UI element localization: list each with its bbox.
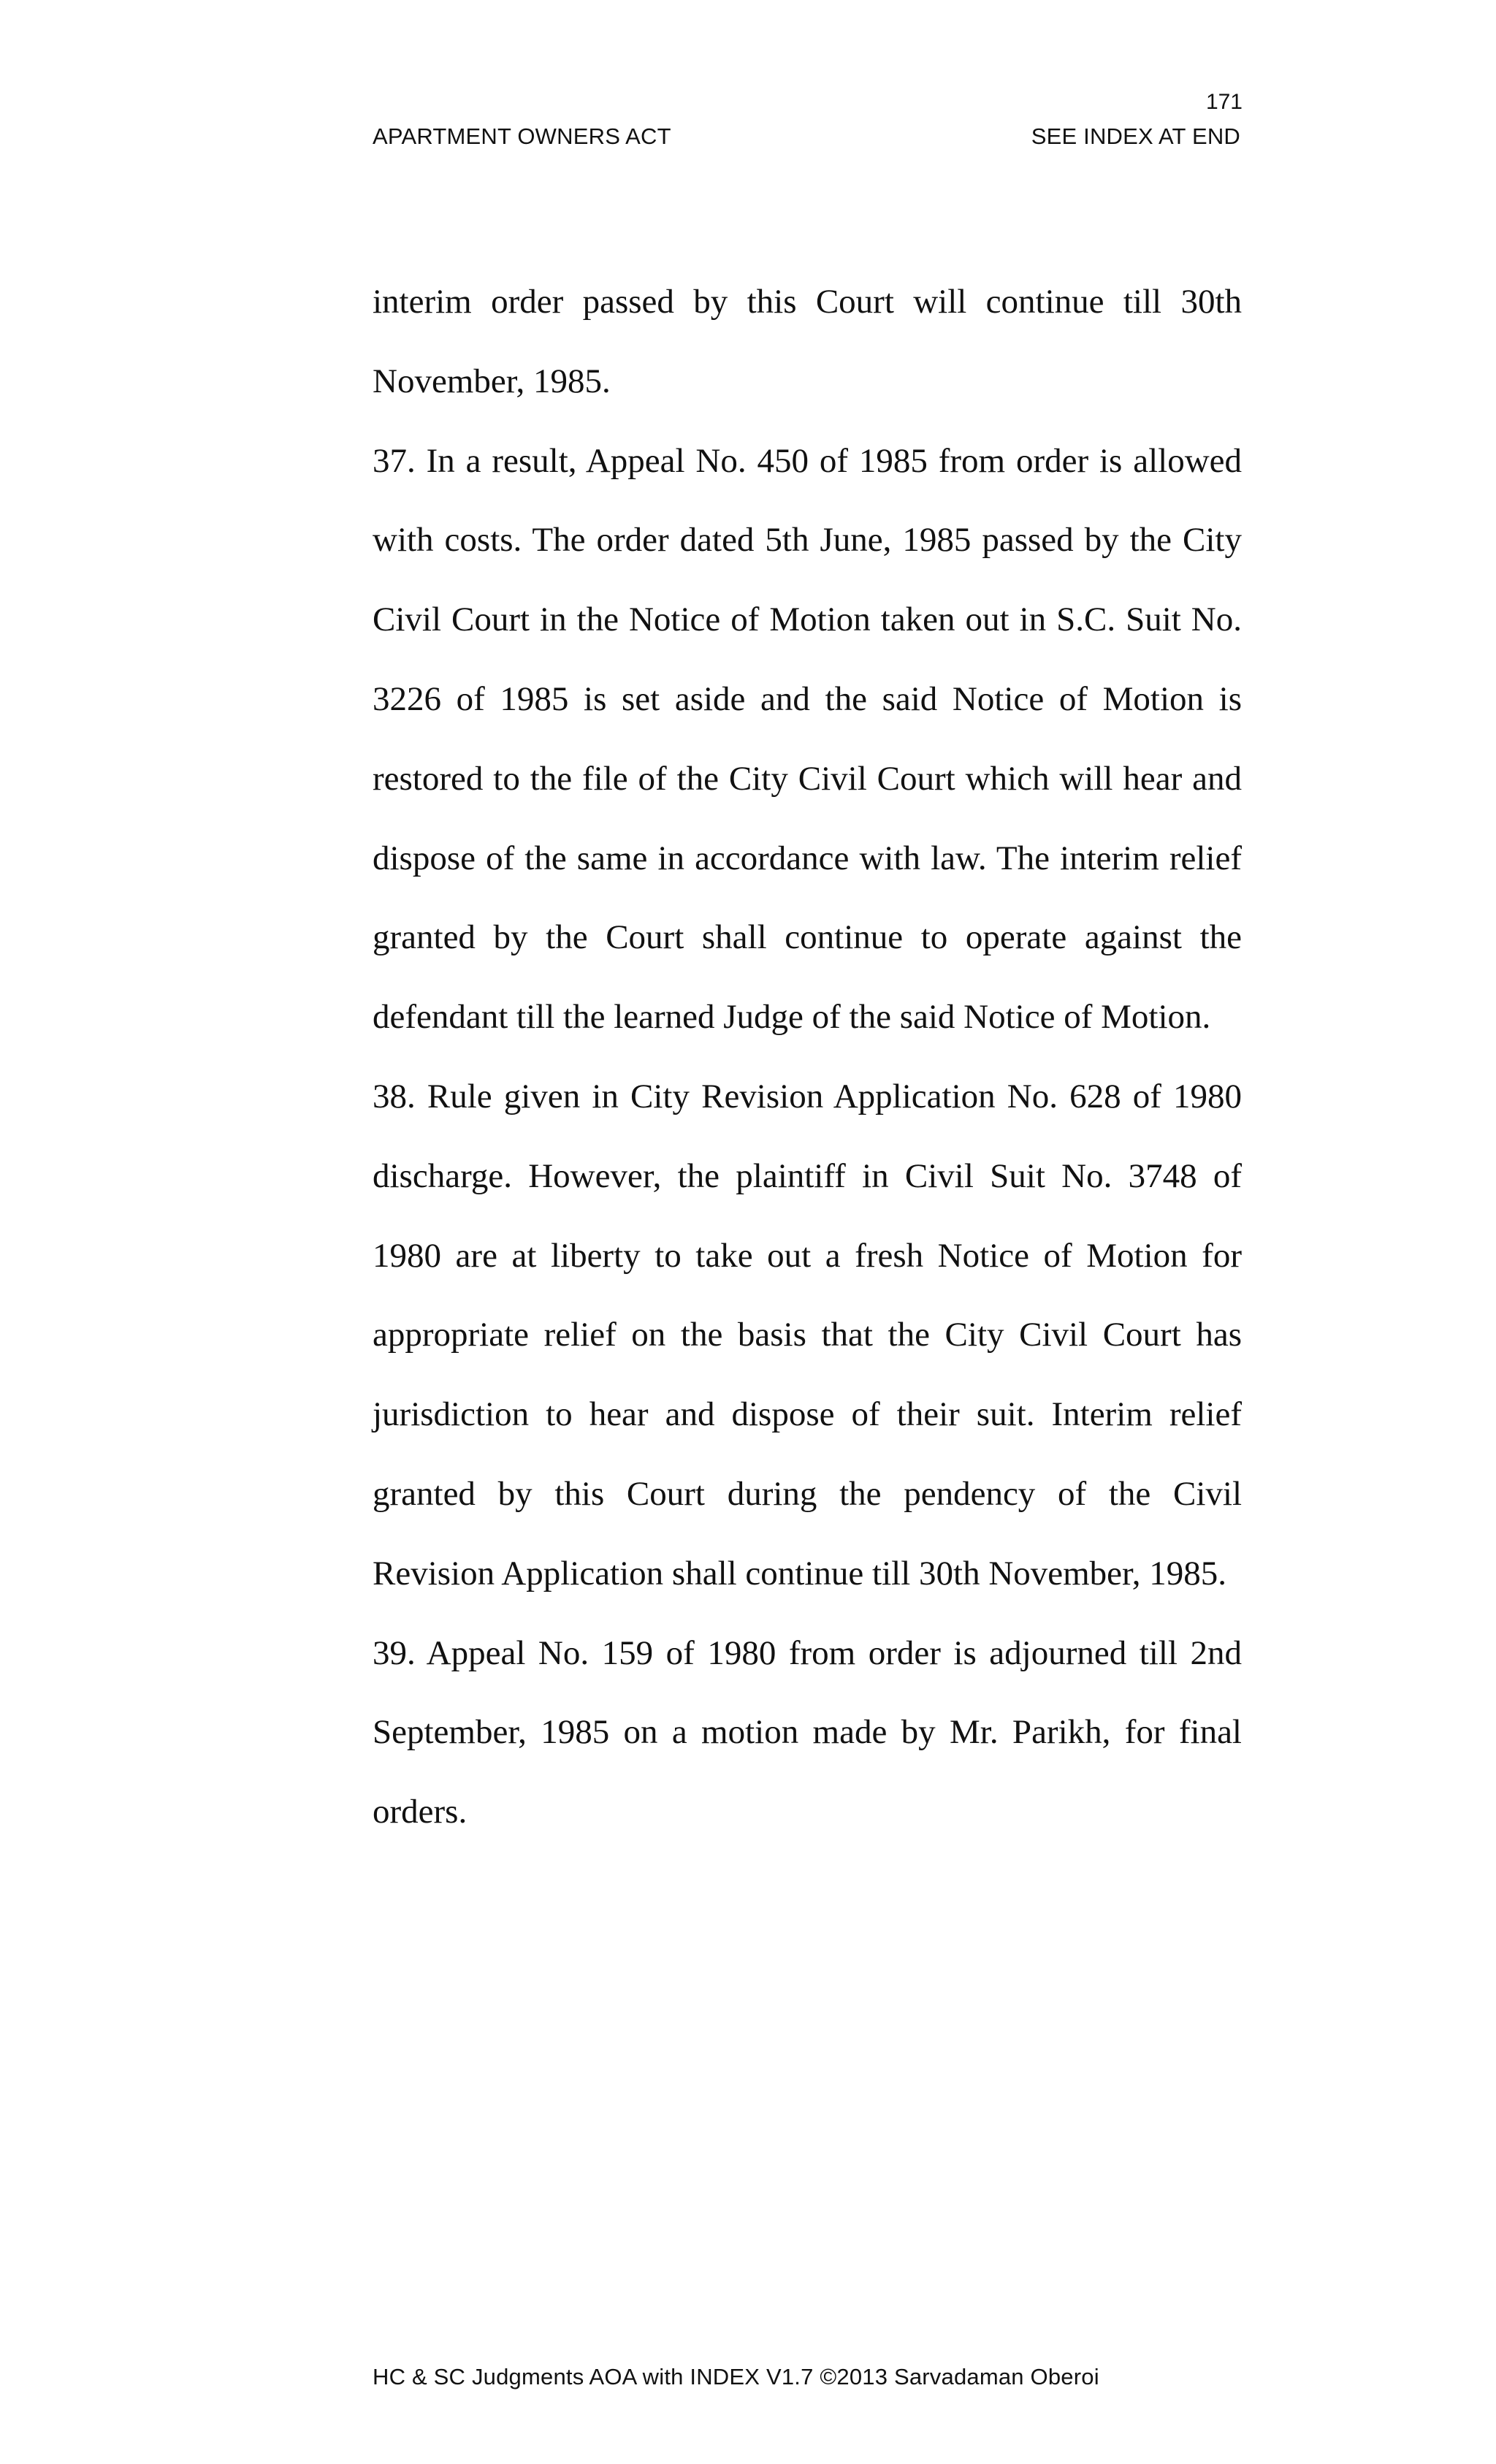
paragraph-continuation: interim order passed by this Court will continue till 30th November, 1985. bbox=[373, 283, 1242, 400]
judgment-body bbox=[373, 262, 1242, 1852]
paragraph-37: 37. In a result, Appeal No. 450 of 1985 from order is allowed with costs. The order dated 5th June, 1985 passed by the City Civil Court in the Notice of Motion taken out in S.C. Suit No. 3226 of 1985 is set aside and the said Notice of Motion is restored to the file of the City Civil Court which will hear and dispose of the same in accordance with law. The interim relief granted by the Court shall continue to operate against the defendant till the learned Judge of the said Notice of Motion. bbox=[373, 441, 1242, 1037]
paragraph-38: 38. Rule given in City Revision Application No. 628 of 1980 discharge. However, the plaintiff in Civil Suit No. 3748 of 1980 are at liberty to take out a fresh Notice of Motion for appropriate relief on the basis that the City Civil Court has jurisdiction to hear and dispose of their suit. Interim relief granted by this Court during the pendency of the Civil Revision Application shall continue till 30th November, 1985. bbox=[373, 1077, 1242, 1593]
page-footer: HC & SC Judgments AOA with INDEX V1.7 ©2013 Sarvadaman Oberoi bbox=[373, 2364, 1099, 2389]
running-header-index-note: SEE INDEX AT END bbox=[1031, 123, 1240, 149]
paragraph-39: 39. Appeal No. 159 of 1980 from order is adjourned till 2nd September, 1985 on a motion made by Mr. Parikh, for final orders. bbox=[373, 1633, 1242, 1831]
page-number: 171 bbox=[1205, 90, 1243, 114]
running-header-title: APARTMENT OWNERS ACT bbox=[373, 123, 671, 149]
